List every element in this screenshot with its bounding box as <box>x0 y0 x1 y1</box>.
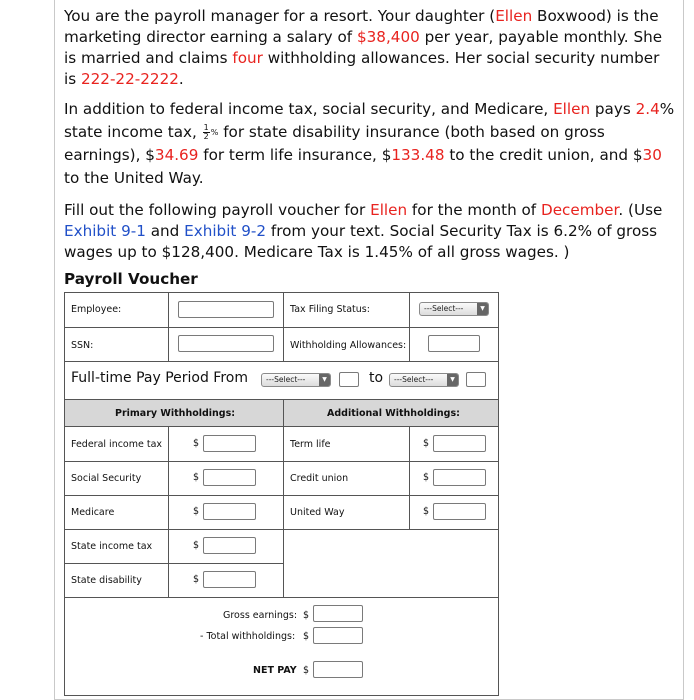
p1-text-b: Boxwood) is the marketing director earning a salary of <box>64 7 659 46</box>
dollar-sign: $ <box>193 540 200 551</box>
p1-text-e: . <box>178 70 184 88</box>
united-way-input[interactable] <box>433 503 486 520</box>
payroll-voucher <box>64 292 499 696</box>
additional-withholdings-header: Additional Withholdings: <box>327 408 460 419</box>
row-state-disability <box>65 563 498 598</box>
p2-text-e: for term life insurance, $ <box>198 146 392 164</box>
pay-period-from-select[interactable] <box>261 373 331 387</box>
p2-text-b: pays <box>590 100 636 118</box>
life-insurance-value: 34.69 <box>154 146 199 164</box>
ssn-label: SSN: <box>71 340 94 351</box>
dollar-sign: $ <box>423 506 430 517</box>
fraction-percent: % <box>210 128 219 137</box>
dollar-sign: $ <box>193 506 200 517</box>
tax-filing-status-label: Tax Filing Status: <box>290 304 370 315</box>
row-medicare <box>65 495 498 530</box>
dollar-sign: $ <box>193 574 200 585</box>
social-security-label: Social Security <box>71 473 142 484</box>
credit-union-input[interactable] <box>433 469 486 486</box>
pay-period-to-select[interactable] <box>389 373 459 387</box>
medicare-label: Medicare <box>71 507 115 518</box>
term-life-label: Term life <box>290 439 331 450</box>
withholdings-header <box>65 400 498 427</box>
dollar-sign: $ <box>303 665 310 676</box>
disability-fraction <box>203 124 210 141</box>
p3-text-c: . (Use <box>618 201 663 219</box>
p2-text-d: for state disability insurance (both based on gross earnings), $ <box>64 123 605 164</box>
social-security-input[interactable] <box>203 469 256 486</box>
row-employee <box>65 293 498 328</box>
withholding-allowances-input[interactable] <box>428 335 480 352</box>
withholding-allowances-label: Withholding Allowances: <box>290 340 407 351</box>
allowances-value: four <box>232 49 263 67</box>
select-placeholder: ---Select--- <box>266 375 306 384</box>
chevron-down-icon: ▼ <box>319 374 330 386</box>
p3-text-d: and <box>145 222 185 240</box>
net-pay-input[interactable] <box>313 661 363 678</box>
p1-text-c: per year, payable monthly. She is married and claims <box>64 28 663 67</box>
total-withholdings-input[interactable] <box>313 627 363 644</box>
credit-union-label: Credit union <box>290 473 349 484</box>
employee-label: Employee: <box>71 304 122 315</box>
p2-text-a: In addition to federal income tax, social security, and Medicare, <box>64 100 554 118</box>
gross-earnings-input[interactable] <box>313 605 363 622</box>
select-placeholder: ---Select--- <box>424 304 464 313</box>
pay-period-label: Full-time Pay Period From <box>71 370 248 386</box>
dollar-sign: $ <box>193 472 200 483</box>
row-federal-tax <box>65 427 498 462</box>
row-state-income-tax <box>65 529 284 564</box>
problem-paragraph-2 <box>64 98 676 190</box>
dollar-sign: $ <box>303 631 310 642</box>
united-way-value: 30 <box>642 146 662 164</box>
federal-income-tax-label: Federal income tax <box>71 439 163 450</box>
tax-filing-status-select[interactable] <box>419 302 489 316</box>
fraction-denominator: 2 <box>203 132 209 141</box>
state-disability-input[interactable] <box>203 571 256 588</box>
p2-text-c: % state income tax, <box>64 100 675 141</box>
credit-union-value: 133.48 <box>391 146 445 164</box>
gross-earnings-label: Gross earnings: <box>223 610 298 621</box>
ssn-value: 222-22-2222 <box>80 70 179 88</box>
net-pay-label: NET PAY <box>253 665 297 676</box>
problem-paragraph-3 <box>64 200 676 263</box>
chevron-down-icon: ▼ <box>477 303 488 315</box>
fraction-numerator: 1 <box>203 123 209 132</box>
dollar-sign: $ <box>423 472 430 483</box>
p3-text-b: for the month of <box>407 201 541 219</box>
state-tax-rate: 2.4 <box>635 100 660 118</box>
dollar-sign: $ <box>303 610 310 621</box>
salary-value: $38,400 <box>356 28 420 46</box>
total-withholdings-label: - Total withholdings: <box>200 631 296 642</box>
voucher-title: Payroll Voucher <box>64 270 198 288</box>
employee-name-3: Ellen <box>370 201 408 219</box>
term-life-input[interactable] <box>433 435 486 452</box>
united-way-label: United Way <box>290 507 345 518</box>
row-social-security <box>65 461 498 496</box>
p1-text-a: You are the payroll manager for a resort. Your daughter ( <box>64 7 496 25</box>
employee-input[interactable] <box>178 301 274 318</box>
medicare-input[interactable] <box>203 503 256 520</box>
problem-paragraph-1 <box>64 6 676 90</box>
row-ssn <box>65 327 498 362</box>
pay-period-from-day-input[interactable] <box>339 372 359 387</box>
to-label: to <box>369 370 384 386</box>
p2-text-f: to the credit union, and $ <box>444 146 643 164</box>
p1-text-d: withholding allowances. Her social security number is <box>64 49 660 88</box>
state-disability-label: State disability <box>71 575 142 586</box>
exhibit-9-1-link[interactable]: Exhibit 9-1 <box>64 222 146 240</box>
state-income-tax-input[interactable] <box>203 537 256 554</box>
select-placeholder: ---Select--- <box>394 375 434 384</box>
chevron-down-icon: ▼ <box>447 374 458 386</box>
row-pay-period <box>65 361 498 400</box>
dollar-sign: $ <box>193 438 200 449</box>
dollar-sign: $ <box>423 438 430 449</box>
federal-income-tax-input[interactable] <box>203 435 256 452</box>
p2-text-g: to the United Way. <box>64 169 204 187</box>
state-income-tax-label: State income tax <box>71 541 153 552</box>
p3-text-a: Fill out the following payroll voucher for <box>64 201 371 219</box>
pay-period-to-day-input[interactable] <box>466 372 486 387</box>
primary-withholdings-header: Primary Withholdings: <box>115 408 236 419</box>
employee-name: Ellen <box>495 7 533 25</box>
ssn-input[interactable] <box>178 335 274 352</box>
month-value: December <box>541 201 619 219</box>
p3-text-e: from your text. Social Security Tax is 6.2% of gross wages up to $128,400. Medicare Tax is 1.45% of all gross wages. ) <box>64 222 658 261</box>
employee-name-2: Ellen <box>553 100 591 118</box>
exhibit-9-2-link[interactable]: Exhibit 9-2 <box>184 222 267 240</box>
